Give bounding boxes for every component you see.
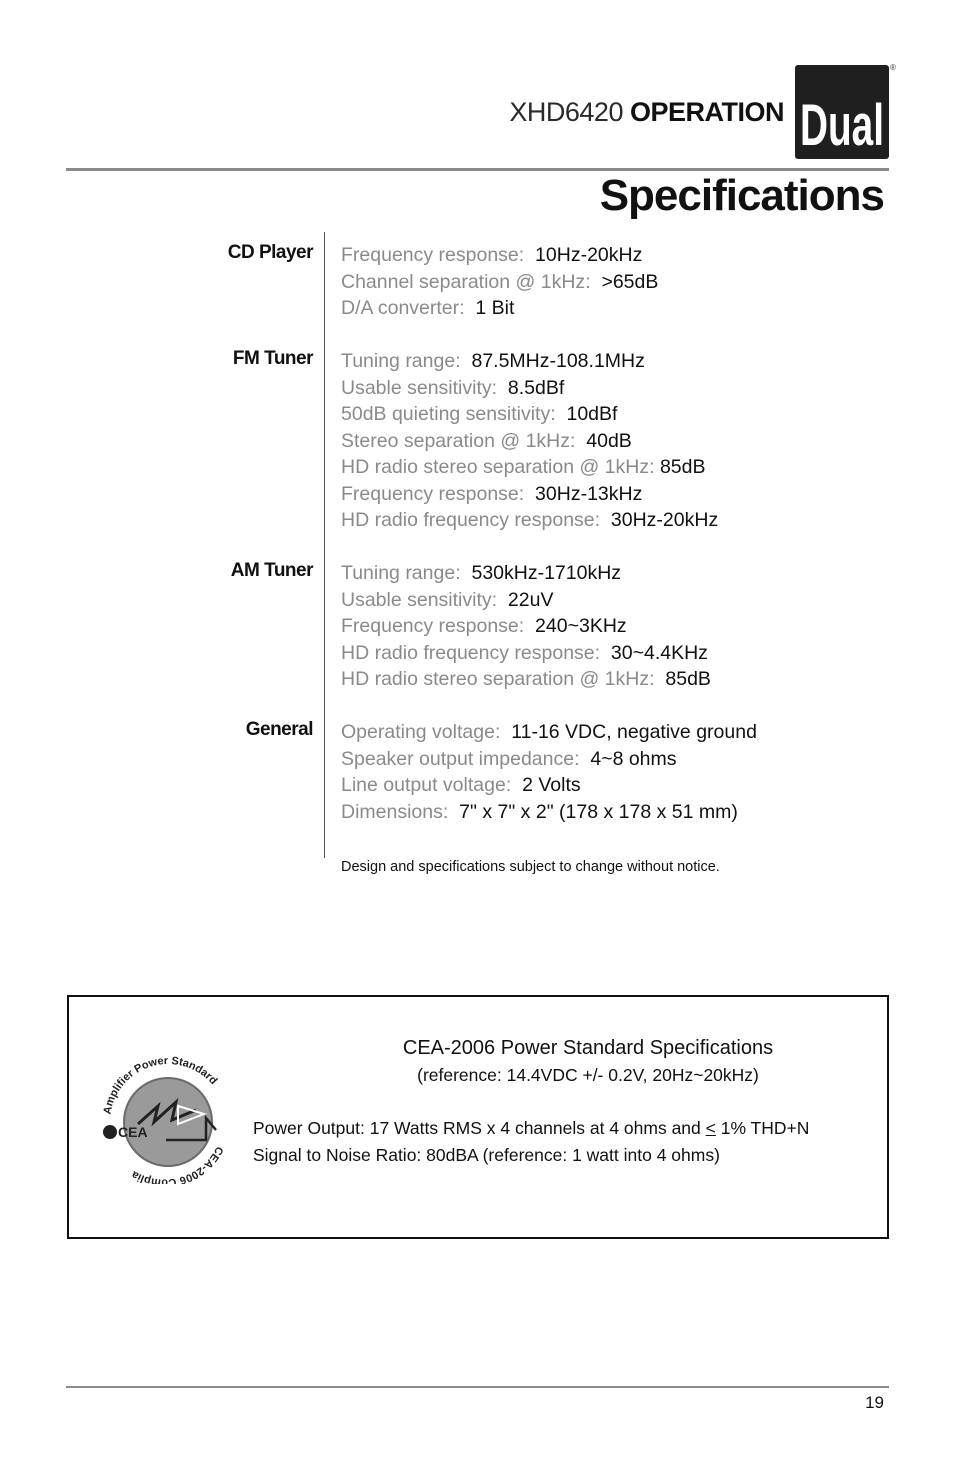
spec-key: Channel separation @ 1kHz [341, 270, 586, 293]
page-title: Specifications [599, 171, 884, 220]
spec-value: 10dBf [566, 403, 618, 425]
spec-key: Usable sensitivity [341, 588, 492, 611]
spec-value: 530kHz-1710kHz [471, 562, 622, 584]
spec-key: HD radio stereo separation @ 1kHz [341, 668, 650, 690]
spec-key: Speaker output impedance [341, 747, 575, 770]
spec-value: 7" x 7" x 2" (178 x 178 x 51 mm) [459, 800, 738, 823]
model-name: XHD6420 [509, 97, 623, 127]
disclaimer-note: Design and specifications subject to change without notice. [341, 859, 720, 875]
power-output-text: Power Output: 17 Watts RMS x 4 channels at 4 ohms and [253, 1118, 706, 1138]
dual-logo [795, 65, 889, 159]
spec-value: 4~8 ohms [590, 747, 677, 770]
spec-key: Operating voltage [341, 721, 495, 743]
spec-value: >65dB [601, 270, 659, 293]
spec-value: 1 Bit [475, 297, 515, 319]
spec-value: 22uV [507, 588, 554, 611]
spec-list-fm-tuner [341, 348, 718, 534]
spec-row: Speaker output impedance: 4~8 ohms [341, 747, 677, 770]
spec-value: 85dB [665, 668, 711, 690]
spec-row: Usable sensitivity: 8.5dBf [341, 376, 565, 399]
registered-mark: ® [890, 63, 896, 72]
spec-key: Line output voltage [341, 774, 506, 796]
spec-row: Operating voltage: 11-16 VDC, negative ground [341, 721, 757, 743]
cea-reference: (reference: 14.4VDC +/- 0.2V, 20Hz~20kHz) [417, 1065, 759, 1085]
cea-logo-top-text: Amplifier Power Standard [101, 1054, 220, 1116]
spec-key: Tuning range [341, 350, 456, 372]
section-label-fm-tuner: FM Tuner [232, 348, 313, 369]
spec-list-general [341, 719, 757, 825]
spec-value: 30~4.4KHz [610, 641, 708, 664]
spec-key: HD radio frequency response [341, 641, 595, 664]
spec-key: Frequency response [341, 482, 519, 505]
spec-row: Frequency response: 30Hz-13kHz [341, 482, 643, 505]
header-title [509, 94, 784, 130]
spec-list-cd-player [341, 242, 658, 322]
spec-row: Stereo separation @ 1kHz: 40dB [341, 429, 632, 452]
page-number: 19 [865, 1393, 884, 1412]
spec-key: Usable sensitivity [341, 376, 492, 399]
spec-value: 8.5dBf [507, 376, 565, 399]
cea-compliance-logo [96, 1048, 240, 1184]
cea-snr: Signal to Noise Ratio: 80dBA (reference: 1 watt into 4 ohms) [253, 1145, 720, 1165]
spec-row: Frequency response: 10Hz-20kHz [341, 244, 643, 266]
spec-row: HD radio stereo separation @ 1kHz: 85dB [341, 668, 711, 690]
spec-value: 11-16 VDC, negative ground [511, 721, 757, 743]
section-label-general: General [245, 719, 313, 740]
spec-key: HD radio frequency response [341, 509, 595, 531]
spec-key: HD radio stereo separation @ 1kHz [341, 456, 650, 478]
spec-key: D/A converter [341, 297, 460, 319]
cea-logo-mark: CEA [118, 1124, 148, 1140]
spec-value: 2 Volts [522, 774, 581, 796]
spec-row: Tuning range: 530kHz-1710kHz [341, 562, 622, 584]
cea-logo-bottom-text: CEA-2006 Complia [129, 1144, 226, 1184]
spec-value: 30Hz-20kHz [610, 509, 719, 531]
section-label-am-tuner: AM Tuner [230, 560, 313, 581]
section-divider-line [324, 232, 325, 858]
spec-value: 240~3KHz [535, 615, 627, 637]
spec-key: Stereo separation @ 1kHz [341, 429, 570, 452]
spec-value: 40dB [586, 429, 632, 452]
spec-row: 50dB quieting sensitivity: 10dBf [341, 403, 618, 425]
spec-key: Tuning range [341, 562, 456, 584]
spec-row: HD radio frequency response: 30Hz-20kHz [341, 509, 719, 531]
operation-label: OPERATION [629, 97, 784, 127]
spec-key: Dimensions [341, 800, 443, 823]
spec-row: Dimensions: 7" x 7" x 2" (178 x 178 x 51 mm) [341, 800, 738, 823]
spec-key: Frequency response [341, 615, 519, 637]
spec-key: Frequency response [341, 244, 519, 266]
thd-text: 1% THD+N [715, 1118, 810, 1138]
spec-list-am-tuner [341, 560, 711, 693]
spec-row: Frequency response: 240~3KHz [341, 615, 627, 637]
spec-row: Tuning range: 87.5MHz-108.1MHz [341, 350, 645, 372]
spec-value: 10Hz-20kHz [535, 244, 643, 266]
spec-value: 85dB [659, 456, 706, 478]
spec-row: Line output voltage: 2 Volts [341, 774, 581, 796]
dual-logo-text: Dual [800, 93, 884, 158]
spec-row: Usable sensitivity: 22uV [341, 588, 554, 611]
spec-row: HD radio frequency response: 30~4.4KHz [341, 641, 708, 664]
cea-title: CEA-2006 Power Standard Specifications [402, 1037, 774, 1059]
spec-value: 87.5MHz-108.1MHz [471, 350, 645, 372]
spec-row: Channel separation @ 1kHz: >65dB [341, 270, 659, 293]
footer-rule [66, 1386, 889, 1388]
cea-power-output [253, 1115, 809, 1141]
spec-row: HD radio stereo separation @ 1kHz: 85dB [341, 456, 706, 478]
section-label-cd-player: CD Player [227, 242, 313, 263]
spec-row: D/A converter: 1 Bit [341, 297, 515, 319]
less-equal-symbol: < [705, 1118, 716, 1138]
spec-key: 50dB quieting sensitivity [341, 403, 551, 425]
spec-value: 30Hz-13kHz [535, 482, 643, 505]
